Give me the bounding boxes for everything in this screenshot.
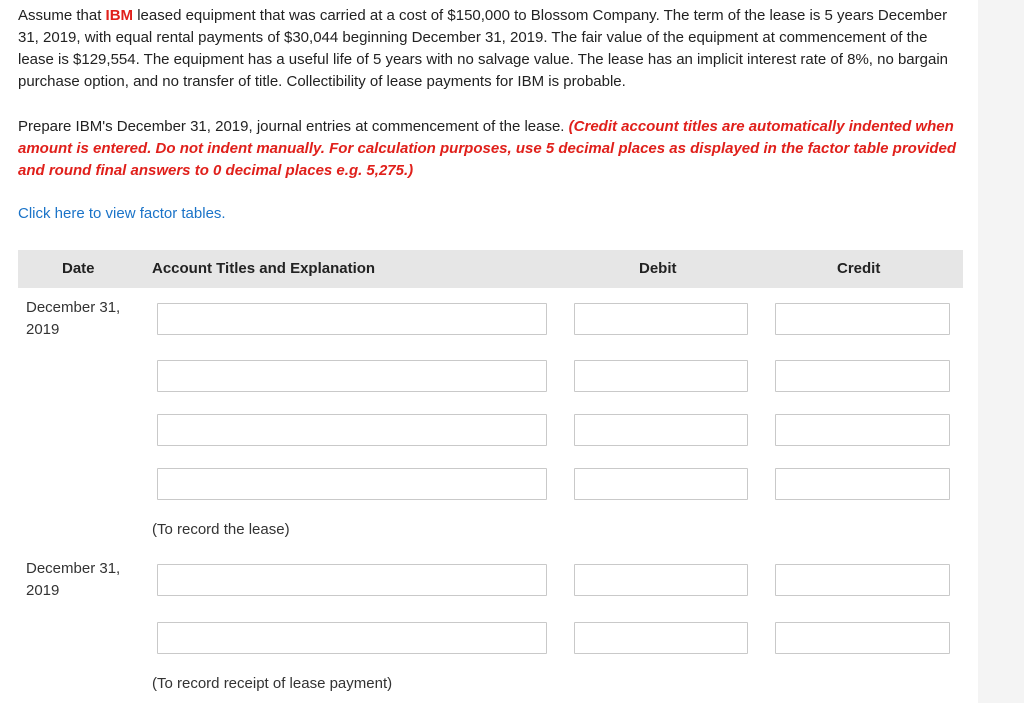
entry-1-row-2-debit-input[interactable]	[574, 360, 748, 392]
credit-header: Credit	[837, 260, 881, 277]
factor-tables-link[interactable]: Click here to view factor tables.	[18, 205, 226, 222]
entry-1-date: December 31, 2019	[26, 299, 121, 338]
entry-2-note: (To record receipt of lease payment)	[152, 675, 393, 692]
entry-1-row-3-credit-input[interactable]	[775, 414, 950, 446]
task-text: Prepare IBM's December 31, 2019, journal entries at commencement of the lease.	[18, 118, 569, 135]
entry-1-row-3-debit-input[interactable]	[574, 414, 748, 446]
entry-2-row-1-account-input[interactable]	[157, 564, 547, 596]
entry-1-row-4-account-input[interactable]	[157, 468, 547, 500]
entry-2-row-2-debit-input[interactable]	[574, 622, 748, 654]
entry-2-row-2-credit-input[interactable]	[775, 622, 950, 654]
entry-2-date: December 31, 2019	[26, 560, 121, 599]
task-instructions: (Credit account titles are automatically indented when amount is entered. Do not indent manually. For calculation purposes, use 5 decimal places as displayed in the factor table provided and round final answers to 0 decimal places e.g. 5,275.)	[18, 118, 956, 179]
entry-1-note: (To record the lease)	[152, 521, 290, 538]
entry-1-row-1-account-input[interactable]	[157, 303, 547, 335]
intro-prefix: Assume that	[18, 7, 106, 24]
problem-statement	[18, 5, 948, 93]
entry-1-row-4-debit-input[interactable]	[574, 468, 748, 500]
entry-2-row-1-credit-input[interactable]	[775, 564, 950, 596]
right-margin-strip	[978, 0, 1024, 703]
entry-1-row-2-credit-input[interactable]	[775, 360, 950, 392]
entry-1-row-1-debit-input[interactable]	[574, 303, 748, 335]
intro-suffix: leased equipment that was carried at a cost of $150,000 to Blossom Company. The term of the lease is 5 years December 31, 2019, with equal rental payments of $30,044 beginning December 31, 2019. The fair value of the equipment at commencement of the lease is $129,554. The equipment has a useful life of 5 years with no salvage value. The lease has an implicit interest rate of 8%, no bargain purchase option, and no transfer of title. Collectibility of lease payments for IBM is probable.	[18, 7, 949, 90]
account-header: Account Titles and Explanation	[152, 260, 376, 277]
entry-1-row-3-account-input[interactable]	[157, 414, 547, 446]
entry-1-row-1-credit-input[interactable]	[775, 303, 950, 335]
company-name: IBM	[105, 7, 134, 24]
date-header: Date	[62, 260, 95, 277]
task-statement	[18, 116, 968, 182]
entry-2-row-2-account-input[interactable]	[157, 622, 547, 654]
entry-2-row-1-debit-input[interactable]	[574, 564, 748, 596]
debit-header: Debit	[639, 260, 677, 277]
journal-table-header	[18, 250, 963, 288]
entry-1-row-4-credit-input[interactable]	[775, 468, 950, 500]
entry-1-row-2-account-input[interactable]	[157, 360, 547, 392]
